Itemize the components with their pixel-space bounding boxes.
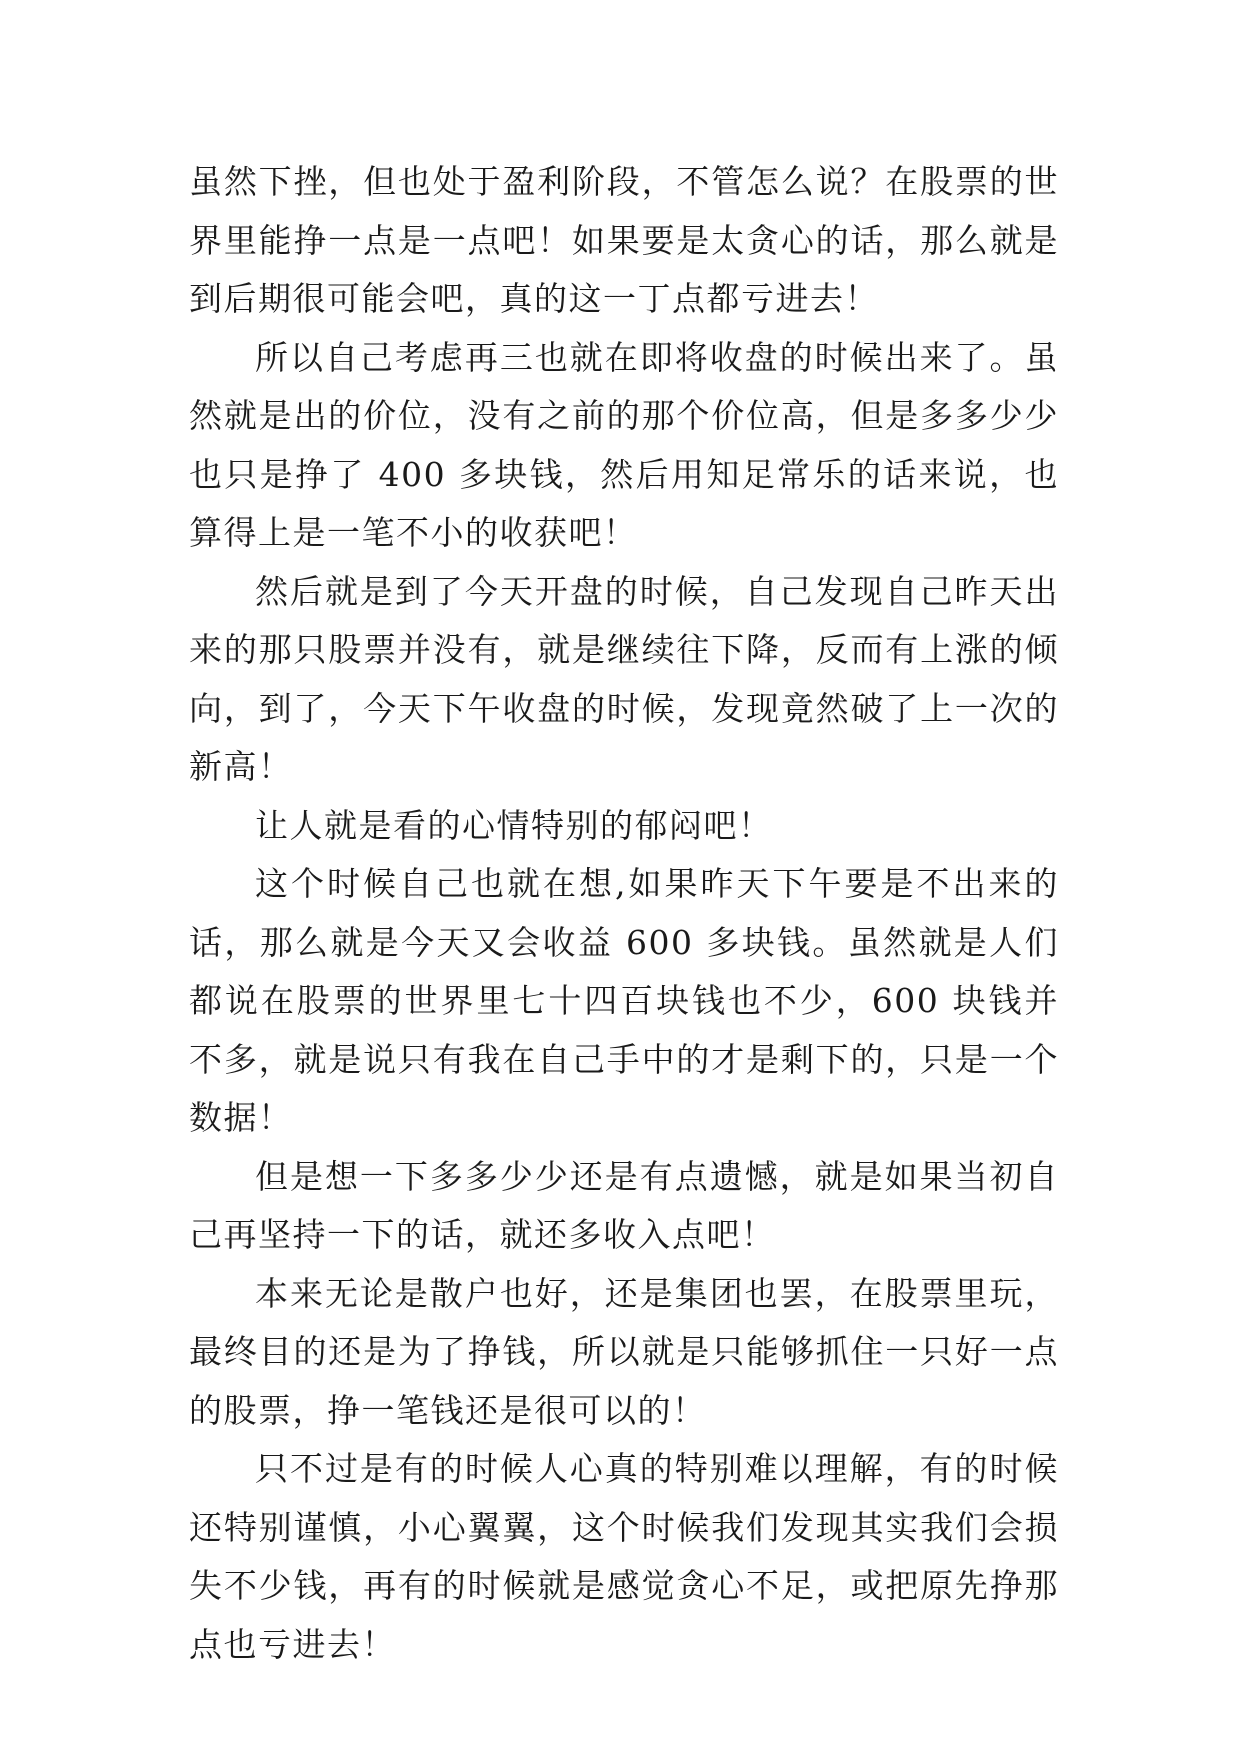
- paragraph-8: 只不过是有的时候人心真的特别难以理解，有的时候还特别谨慎，小心翼翼，这个时候我们发现其实我们会损失不少钱，再有的时候就是感觉贪心不足，或把原先挣那点也亏进去！: [189, 1449, 1059, 1664]
- paragraph-7: 本来无论是散户也好，还是集团也罢，在股票里玩，最终目的还是为了挣钱，所以就是只能够抓住一只好一点的股票，挣一笔钱还是很可以的！: [189, 1273, 1059, 1430]
- paragraph-3: 然后就是到了今天开盘的时候，自己发现自己昨天出来的那只股票并没有，就是继续往下降，反而有上涨的倾向，到了，今天下午收盘的时候，发现竟然破了上一次的新高！: [189, 571, 1059, 786]
- paragraph-2: 所以自己考虑再三也就在即将收盘的时候出来了。虽然就是出的价位，没有之前的那个价位高，但是多多少少也只是挣了 400 多块钱，然后用知足常乐的话来说，也算得上是一笔不小的收获吧！: [189, 337, 1059, 552]
- paragraph-4: 让人就是看的心情特别的郁闷吧！: [255, 805, 773, 845]
- paragraph-5: 这个时候自己也就在想,如果昨天下午要是不出来的话，那么就是今天又会收益 600 多块钱。虽然就是人们都说在股票的世界里七十四百块钱也不少，600 块钱并不多，就是说只有我在自己手中的才是剩下的，只是一个数据！: [189, 864, 1059, 1137]
- paragraph-1: 虽然下挫，但也处于盈利阶段，不管怎么说？在股票的世界里能挣一点是一点吧！如果要是太贪心的话，那么就是到后期很可能会吧，真的这一丁点都亏进去！: [189, 162, 1059, 318]
- body-text: [189, 153, 1059, 1674]
- paragraph-6: 但是想一下多多少少还是有点遗憾，就是如果当初自己再坚持一下的话，就还多收入点吧！: [189, 1156, 1059, 1254]
